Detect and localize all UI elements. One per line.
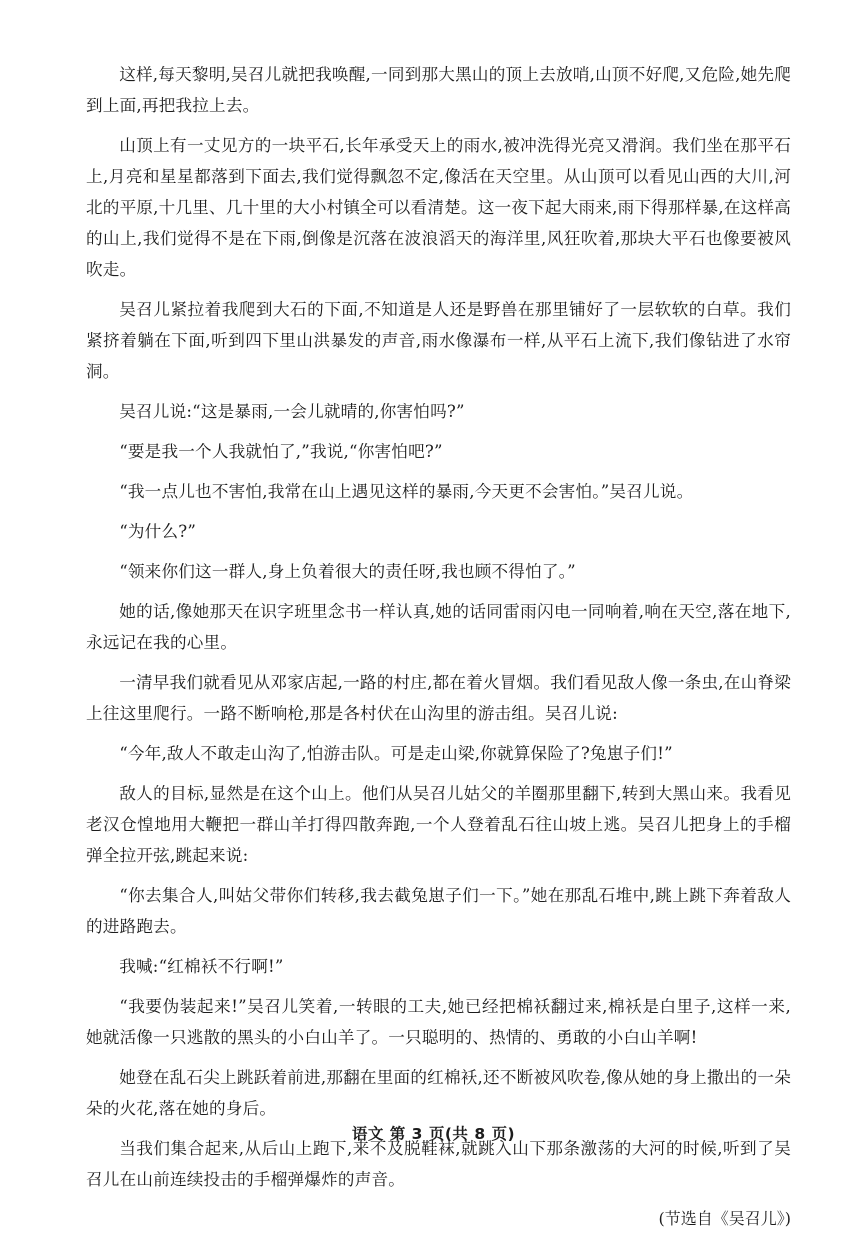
paragraph: “为什么?”: [119, 522, 197, 541]
paragraph: 我喊:“红棉袄不行啊!”: [119, 957, 284, 976]
paragraph: “领来你们这一群人,身上负着很大的责任呀,我也顾不得怕了。”: [119, 562, 576, 581]
page-footer: 语文 第 3 页(共 8 页): [351, 1125, 516, 1143]
paragraph: “我要伪装起来!”吴召儿笑着,一转眼的工夫,她已经把棉袄翻过来,棉袄是白里子,这样一来,她就活像一只逃散的黑头的小白山羊了。一只聪明的、热情的、勇敢的小白山羊啊!: [86, 997, 791, 1047]
passage-body: [86, 59, 791, 1234]
paragraph: “我一点儿也不害怕,我常在山上遇见这样的暴雨,今天更不会害怕。”吴召儿说。: [119, 482, 694, 501]
source-attribution: (节选自《吴召儿》): [658, 1209, 791, 1228]
paragraph: 吴召儿说:“这是暴雨,一会儿就晴的,你害怕吗?”: [119, 402, 465, 421]
paragraph: “要是我一个人我就怕了,”我说,“你害怕吧?”: [119, 442, 443, 461]
paragraph: “今年,敌人不敢走山沟了,怕游击队。可是走山梁,你就算保险了?兔崽子们!”: [119, 744, 673, 763]
paragraph: “你去集合人,叫姑父带你们转移,我去截兔崽子们一下。”她在那乱石堆中,跳上跳下奔着敌人的进路跑去。: [86, 886, 791, 936]
paragraph: 吴召儿紧拉着我爬到大石的下面,不知道是人还是野兽在那里铺好了一层软软的白草。我们紧挤着躺在下面,听到四下里山洪暴发的声音,雨水像瀑布一样,从平石上流下,我们像钻进了水帘洞。: [86, 300, 791, 381]
paragraph: 她的话,像她那天在识字班里念书一样认真,她的话同雷雨闪电一同响着,响在天空,落在地下,永远记在我的心里。: [86, 602, 791, 652]
paragraph: 一清早我们就看见从邓家店起,一路的村庄,都在着火冒烟。我们看见敌人像一条虫,在山脊梁上往这里爬行。一路不断响枪,那是各村伏在山沟里的游击组。吴召儿说:: [86, 673, 791, 723]
paragraph: 山顶上有一丈见方的一块平石,长年承受天上的雨水,被冲洗得光亮又滑润。我们坐在那平石上,月亮和星星都落到下面去,我们觉得飘忽不定,像活在天空里。从山顶可以看见山西的大川,河北的平原,十几里、几十里的大小村镇全可以看清楚。这一夜下起大雨来,雨下得那样暴,在这样高的山上,我们觉得不是在下雨,倒像是沉落在波浪滔天的海洋里,风狂吹着,那块大平石也像要被风吹走。: [86, 136, 791, 279]
paragraph: 当我们集合起来,从后山上跑下,来不及脱鞋袜,就跳入山下那条激荡的大河的时候,听到了吴召儿在山前连续投击的手榴弹爆炸的声音。: [86, 1139, 791, 1189]
paragraph: 她登在乱石尖上跳跃着前进,那翻在里面的红棉袄,还不断被风吹卷,像从她的身上撒出的一朵朵的火花,落在她的身后。: [86, 1068, 791, 1118]
paragraph: 敌人的目标,显然是在这个山上。他们从吴召儿姑父的羊圈那里翻下,转到大黑山来。我看见老汉仓惶地用大鞭把一群山羊打得四散奔跑,一个人登着乱石往山坡上逃。吴召儿把身上的手榴弹全拉开弦,跳起来说:: [86, 784, 791, 865]
paragraph: 这样,每天黎明,吴召儿就把我唤醒,一同到那大黑山的顶上去放哨,山顶不好爬,又危险,她先爬到上面,再把我拉上去。: [86, 65, 791, 115]
